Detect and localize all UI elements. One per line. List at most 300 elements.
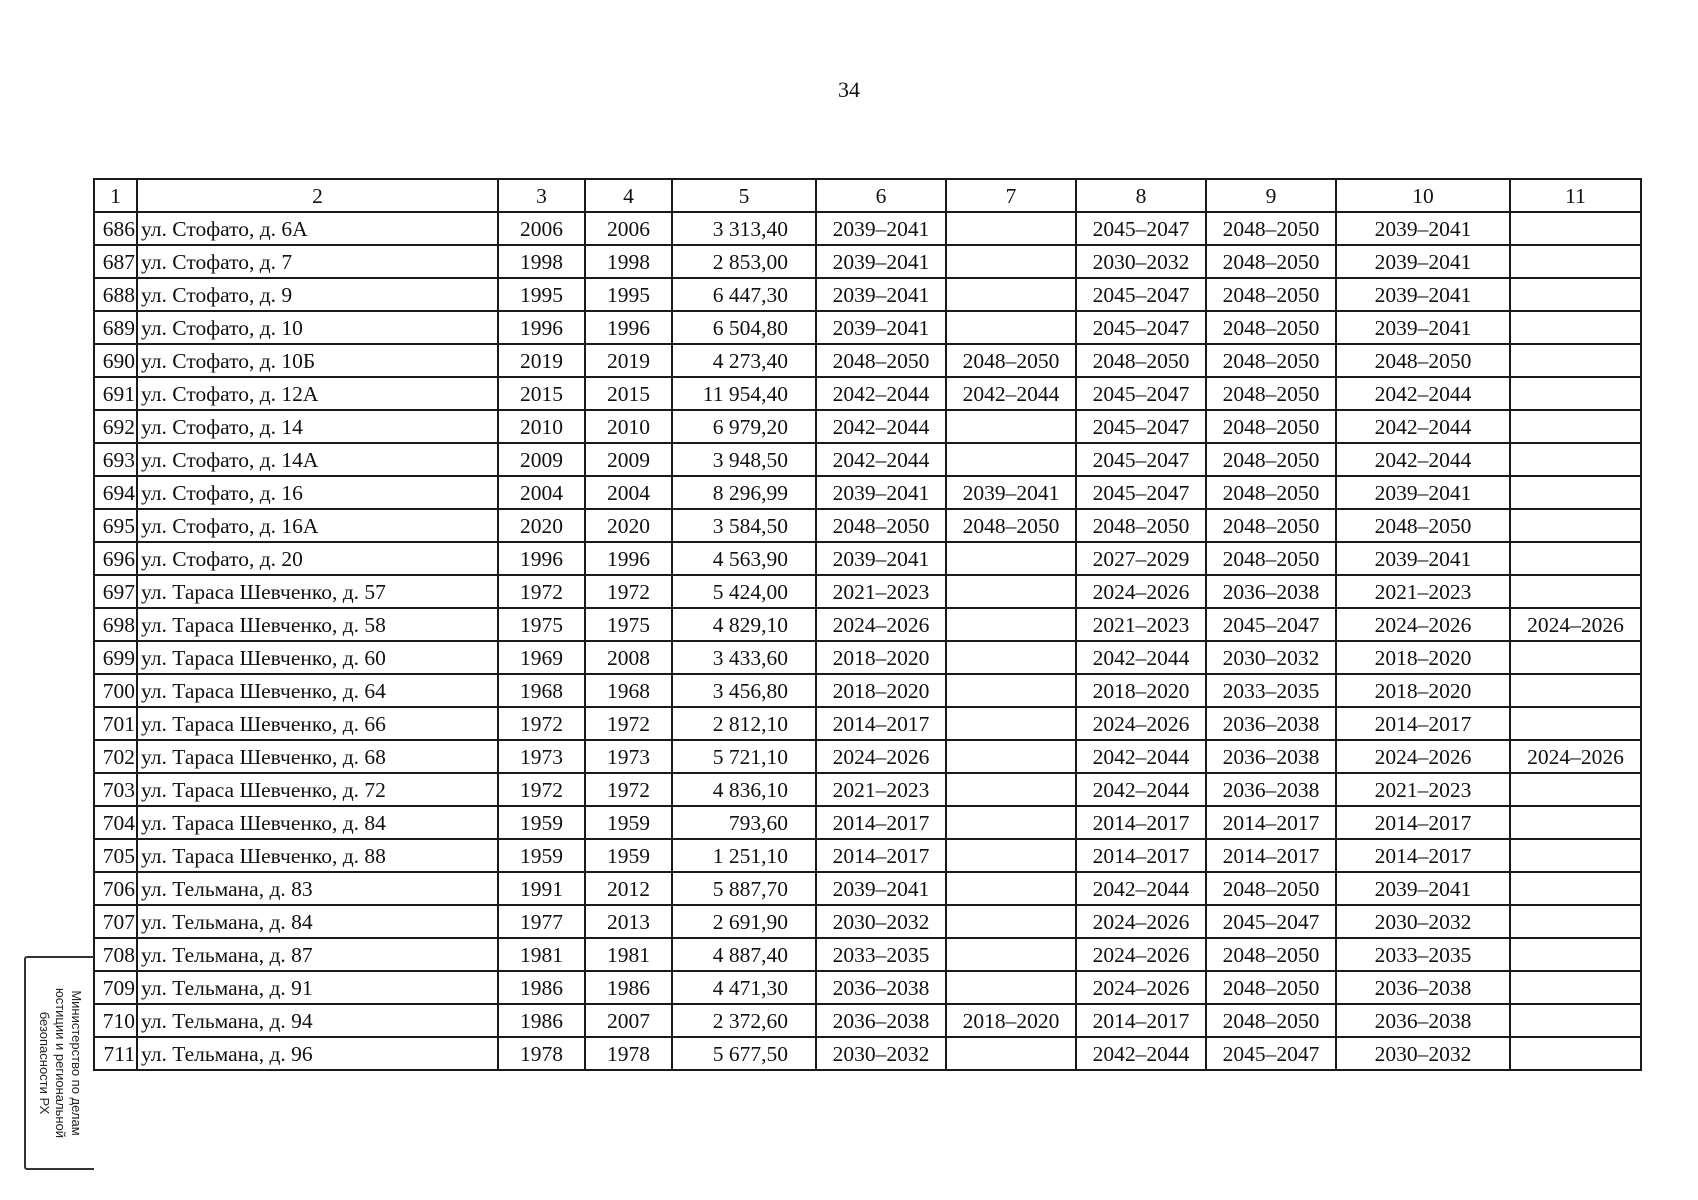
cell-total-area: 6 979,20 bbox=[672, 410, 816, 443]
cell-period-8: 2027–2029 bbox=[1076, 542, 1206, 575]
cell-year-built: 2010 bbox=[498, 410, 585, 443]
cell-address: ул. Стофато, д. 6А bbox=[137, 212, 498, 245]
cell-period-6: 2030–2032 bbox=[816, 905, 946, 938]
cell-period-6: 2039–2041 bbox=[816, 872, 946, 905]
cell-total-area: 2 691,90 bbox=[672, 905, 816, 938]
cell-period-9: 2048–2050 bbox=[1206, 245, 1336, 278]
cell-period-6: 2036–2038 bbox=[816, 1004, 946, 1037]
cell-row-number: 689 bbox=[94, 311, 137, 344]
cell-period-8: 2024–2026 bbox=[1076, 938, 1206, 971]
cell-year-commissioned: 1972 bbox=[585, 773, 672, 806]
cell-address: ул. Стофато, д. 9 bbox=[137, 278, 498, 311]
cell-period-11 bbox=[1510, 245, 1641, 278]
table-row bbox=[94, 509, 1641, 542]
table-row bbox=[94, 872, 1641, 905]
cell-total-area: 8 296,99 bbox=[672, 476, 816, 509]
stamp-text bbox=[36, 963, 84, 1163]
cell-period-9: 2048–2050 bbox=[1206, 278, 1336, 311]
cell-year-built: 2004 bbox=[498, 476, 585, 509]
cell-period-7: 2018–2020 bbox=[946, 1004, 1076, 1037]
cell-period-7 bbox=[946, 707, 1076, 740]
cell-row-number: 699 bbox=[94, 641, 137, 674]
cell-total-area: 4 563,90 bbox=[672, 542, 816, 575]
housing-register-table bbox=[93, 178, 1642, 1071]
cell-period-10: 2033–2035 bbox=[1336, 938, 1510, 971]
cell-year-commissioned: 2012 bbox=[585, 872, 672, 905]
table-row bbox=[94, 938, 1641, 971]
cell-period-10: 2030–2032 bbox=[1336, 905, 1510, 938]
cell-period-7 bbox=[946, 1037, 1076, 1070]
cell-year-built: 2015 bbox=[498, 377, 585, 410]
cell-total-area: 1 251,10 bbox=[672, 839, 816, 872]
cell-period-6: 2042–2044 bbox=[816, 443, 946, 476]
cell-total-area: 4 471,30 bbox=[672, 971, 816, 1004]
cell-period-6: 2014–2017 bbox=[816, 806, 946, 839]
cell-period-7 bbox=[946, 971, 1076, 1004]
registration-stamp bbox=[24, 956, 94, 1170]
cell-year-built: 1977 bbox=[498, 905, 585, 938]
cell-year-built: 1972 bbox=[498, 575, 585, 608]
table-row bbox=[94, 773, 1641, 806]
cell-period-6: 2033–2035 bbox=[816, 938, 946, 971]
cell-address: ул. Стофато, д. 14А bbox=[137, 443, 498, 476]
cell-period-8: 2042–2044 bbox=[1076, 740, 1206, 773]
cell-address: ул. Стофато, д. 10 bbox=[137, 311, 498, 344]
cell-period-9: 2036–2038 bbox=[1206, 740, 1336, 773]
cell-period-9: 2048–2050 bbox=[1206, 1004, 1336, 1037]
cell-address: ул. Тельмана, д. 84 bbox=[137, 905, 498, 938]
cell-period-11: 2024–2026 bbox=[1510, 740, 1641, 773]
cell-period-10: 2039–2041 bbox=[1336, 212, 1510, 245]
cell-period-10: 2039–2041 bbox=[1336, 278, 1510, 311]
cell-period-10: 2039–2041 bbox=[1336, 476, 1510, 509]
cell-period-11 bbox=[1510, 1037, 1641, 1070]
cell-year-built: 1981 bbox=[498, 938, 585, 971]
column-header-3: 3 bbox=[498, 179, 585, 212]
cell-period-8: 2042–2044 bbox=[1076, 641, 1206, 674]
cell-period-6: 2039–2041 bbox=[816, 245, 946, 278]
cell-year-commissioned: 2004 bbox=[585, 476, 672, 509]
cell-period-9: 2030–2032 bbox=[1206, 641, 1336, 674]
cell-period-10: 2048–2050 bbox=[1336, 344, 1510, 377]
cell-period-6: 2039–2041 bbox=[816, 476, 946, 509]
cell-year-commissioned: 2015 bbox=[585, 377, 672, 410]
cell-year-commissioned: 2007 bbox=[585, 1004, 672, 1037]
cell-year-built: 1986 bbox=[498, 1004, 585, 1037]
cell-period-11 bbox=[1510, 278, 1641, 311]
cell-period-7 bbox=[946, 278, 1076, 311]
cell-period-11 bbox=[1510, 476, 1641, 509]
cell-total-area: 2 812,10 bbox=[672, 707, 816, 740]
cell-period-6: 2048–2050 bbox=[816, 509, 946, 542]
cell-period-10: 2021–2023 bbox=[1336, 575, 1510, 608]
cell-total-area: 5 887,70 bbox=[672, 872, 816, 905]
cell-year-built: 1972 bbox=[498, 773, 585, 806]
cell-period-10: 2014–2017 bbox=[1336, 839, 1510, 872]
cell-period-6: 2021–2023 bbox=[816, 773, 946, 806]
cell-period-10: 2030–2032 bbox=[1336, 1037, 1510, 1070]
cell-period-10: 2048–2050 bbox=[1336, 509, 1510, 542]
cell-year-commissioned: 1996 bbox=[585, 542, 672, 575]
cell-period-11 bbox=[1510, 509, 1641, 542]
cell-period-9: 2033–2035 bbox=[1206, 674, 1336, 707]
cell-total-area: 4 836,10 bbox=[672, 773, 816, 806]
cell-row-number: 686 bbox=[94, 212, 137, 245]
cell-year-built: 2020 bbox=[498, 509, 585, 542]
cell-year-commissioned: 2010 bbox=[585, 410, 672, 443]
cell-period-7 bbox=[946, 839, 1076, 872]
cell-address: ул. Тельмана, д. 87 bbox=[137, 938, 498, 971]
cell-period-6: 2024–2026 bbox=[816, 740, 946, 773]
column-header-6: 6 bbox=[816, 179, 946, 212]
cell-row-number: 695 bbox=[94, 509, 137, 542]
cell-period-11 bbox=[1510, 443, 1641, 476]
cell-period-8: 2014–2017 bbox=[1076, 839, 1206, 872]
cell-row-number: 701 bbox=[94, 707, 137, 740]
cell-period-7 bbox=[946, 806, 1076, 839]
cell-period-11 bbox=[1510, 938, 1641, 971]
cell-period-7 bbox=[946, 542, 1076, 575]
cell-period-6: 2048–2050 bbox=[816, 344, 946, 377]
cell-total-area: 2 372,60 bbox=[672, 1004, 816, 1037]
cell-period-6: 2042–2044 bbox=[816, 377, 946, 410]
table-row bbox=[94, 839, 1641, 872]
cell-row-number: 692 bbox=[94, 410, 137, 443]
cell-address: ул. Тельмана, д. 94 bbox=[137, 1004, 498, 1037]
cell-period-7: 2042–2044 bbox=[946, 377, 1076, 410]
table-row bbox=[94, 476, 1641, 509]
cell-period-8: 2018–2020 bbox=[1076, 674, 1206, 707]
column-header-7: 7 bbox=[946, 179, 1076, 212]
column-header-9: 9 bbox=[1206, 179, 1336, 212]
cell-period-8: 2045–2047 bbox=[1076, 377, 1206, 410]
cell-row-number: 694 bbox=[94, 476, 137, 509]
cell-period-10: 2018–2020 bbox=[1336, 674, 1510, 707]
cell-year-commissioned: 2019 bbox=[585, 344, 672, 377]
cell-period-6: 2042–2044 bbox=[816, 410, 946, 443]
cell-year-built: 1995 bbox=[498, 278, 585, 311]
cell-period-8: 2030–2032 bbox=[1076, 245, 1206, 278]
cell-period-7 bbox=[946, 740, 1076, 773]
header-row bbox=[94, 179, 1641, 212]
cell-period-8: 2042–2044 bbox=[1076, 1037, 1206, 1070]
cell-period-8: 2045–2047 bbox=[1076, 311, 1206, 344]
table-body bbox=[94, 212, 1641, 1070]
cell-year-commissioned: 1973 bbox=[585, 740, 672, 773]
cell-period-6: 2021–2023 bbox=[816, 575, 946, 608]
cell-period-11 bbox=[1510, 707, 1641, 740]
cell-period-11 bbox=[1510, 410, 1641, 443]
cell-row-number: 688 bbox=[94, 278, 137, 311]
cell-period-11 bbox=[1510, 905, 1641, 938]
cell-total-area: 5 721,10 bbox=[672, 740, 816, 773]
cell-period-7 bbox=[946, 311, 1076, 344]
cell-period-10: 2014–2017 bbox=[1336, 707, 1510, 740]
cell-period-9: 2045–2047 bbox=[1206, 905, 1336, 938]
cell-total-area: 3 433,60 bbox=[672, 641, 816, 674]
cell-row-number: 703 bbox=[94, 773, 137, 806]
cell-period-9: 2048–2050 bbox=[1206, 542, 1336, 575]
cell-row-number: 709 bbox=[94, 971, 137, 1004]
cell-year-commissioned: 2013 bbox=[585, 905, 672, 938]
stamp-line: безопасности РХ bbox=[37, 1011, 52, 1115]
cell-period-10: 2039–2041 bbox=[1336, 311, 1510, 344]
table-row bbox=[94, 212, 1641, 245]
cell-total-area: 6 447,30 bbox=[672, 278, 816, 311]
cell-total-area: 3 313,40 bbox=[672, 212, 816, 245]
cell-period-11 bbox=[1510, 641, 1641, 674]
cell-period-7 bbox=[946, 410, 1076, 443]
cell-total-area: 3 584,50 bbox=[672, 509, 816, 542]
cell-period-11 bbox=[1510, 839, 1641, 872]
cell-period-11: 2024–2026 bbox=[1510, 608, 1641, 641]
cell-total-area: 4 887,40 bbox=[672, 938, 816, 971]
cell-year-built: 1996 bbox=[498, 311, 585, 344]
cell-address: ул. Тараса Шевченко, д. 60 bbox=[137, 641, 498, 674]
cell-year-built: 1991 bbox=[498, 872, 585, 905]
cell-year-built: 1968 bbox=[498, 674, 585, 707]
cell-period-11 bbox=[1510, 872, 1641, 905]
cell-period-8: 2021–2023 bbox=[1076, 608, 1206, 641]
cell-period-9: 2048–2050 bbox=[1206, 938, 1336, 971]
cell-period-10: 2018–2020 bbox=[1336, 641, 1510, 674]
cell-row-number: 700 bbox=[94, 674, 137, 707]
cell-period-11 bbox=[1510, 674, 1641, 707]
table-row bbox=[94, 608, 1641, 641]
cell-period-9: 2048–2050 bbox=[1206, 212, 1336, 245]
cell-total-area: 3 456,80 bbox=[672, 674, 816, 707]
cell-year-commissioned: 1981 bbox=[585, 938, 672, 971]
cell-period-11 bbox=[1510, 1004, 1641, 1037]
cell-period-8: 2045–2047 bbox=[1076, 212, 1206, 245]
cell-total-area: 5 677,50 bbox=[672, 1037, 816, 1070]
cell-period-9: 2048–2050 bbox=[1206, 971, 1336, 1004]
table-row bbox=[94, 740, 1641, 773]
cell-period-7 bbox=[946, 212, 1076, 245]
cell-period-6: 2014–2017 bbox=[816, 707, 946, 740]
cell-row-number: 707 bbox=[94, 905, 137, 938]
column-header-5: 5 bbox=[672, 179, 816, 212]
cell-address: ул. Стофато, д. 16А bbox=[137, 509, 498, 542]
cell-year-commissioned: 2008 bbox=[585, 641, 672, 674]
cell-period-9: 2045–2047 bbox=[1206, 1037, 1336, 1070]
cell-period-9: 2048–2050 bbox=[1206, 443, 1336, 476]
table-row bbox=[94, 806, 1641, 839]
cell-address: ул. Стофато, д. 7 bbox=[137, 245, 498, 278]
cell-row-number: 687 bbox=[94, 245, 137, 278]
column-header-8: 8 bbox=[1076, 179, 1206, 212]
cell-year-commissioned: 1968 bbox=[585, 674, 672, 707]
cell-period-9: 2014–2017 bbox=[1206, 806, 1336, 839]
cell-year-commissioned: 1996 bbox=[585, 311, 672, 344]
cell-year-commissioned: 1998 bbox=[585, 245, 672, 278]
cell-row-number: 702 bbox=[94, 740, 137, 773]
table-row bbox=[94, 410, 1641, 443]
cell-period-7 bbox=[946, 575, 1076, 608]
cell-period-8: 2014–2017 bbox=[1076, 1004, 1206, 1037]
cell-period-10: 2039–2041 bbox=[1336, 872, 1510, 905]
cell-period-8: 2042–2044 bbox=[1076, 872, 1206, 905]
cell-address: ул. Стофато, д. 20 bbox=[137, 542, 498, 575]
cell-period-10: 2021–2023 bbox=[1336, 773, 1510, 806]
cell-period-6: 2039–2041 bbox=[816, 278, 946, 311]
cell-period-6: 2018–2020 bbox=[816, 674, 946, 707]
cell-period-11 bbox=[1510, 575, 1641, 608]
cell-year-built: 1972 bbox=[498, 707, 585, 740]
cell-period-7 bbox=[946, 608, 1076, 641]
table-row bbox=[94, 971, 1641, 1004]
cell-year-commissioned: 1975 bbox=[585, 608, 672, 641]
cell-period-8: 2048–2050 bbox=[1076, 344, 1206, 377]
cell-period-6: 2039–2041 bbox=[816, 542, 946, 575]
cell-period-10: 2039–2041 bbox=[1336, 245, 1510, 278]
cell-year-built: 1973 bbox=[498, 740, 585, 773]
cell-period-10: 2036–2038 bbox=[1336, 971, 1510, 1004]
cell-period-9: 2048–2050 bbox=[1206, 872, 1336, 905]
cell-year-built: 2006 bbox=[498, 212, 585, 245]
cell-period-7: 2048–2050 bbox=[946, 344, 1076, 377]
cell-period-10: 2014–2017 bbox=[1336, 806, 1510, 839]
cell-total-area: 793,60 bbox=[672, 806, 816, 839]
cell-period-11 bbox=[1510, 542, 1641, 575]
cell-address: ул. Стофато, д. 16 bbox=[137, 476, 498, 509]
cell-year-commissioned: 1995 bbox=[585, 278, 672, 311]
cell-address: ул. Стофато, д. 14 bbox=[137, 410, 498, 443]
cell-year-commissioned: 2006 bbox=[585, 212, 672, 245]
cell-period-6: 2036–2038 bbox=[816, 971, 946, 1004]
cell-period-8: 2024–2026 bbox=[1076, 707, 1206, 740]
cell-year-commissioned: 1972 bbox=[585, 707, 672, 740]
cell-total-area: 6 504,80 bbox=[672, 311, 816, 344]
cell-period-9: 2048–2050 bbox=[1206, 311, 1336, 344]
cell-year-commissioned: 1978 bbox=[585, 1037, 672, 1070]
table-row bbox=[94, 1037, 1641, 1070]
column-header-4: 4 bbox=[585, 179, 672, 212]
cell-period-9: 2036–2038 bbox=[1206, 773, 1336, 806]
cell-period-7 bbox=[946, 872, 1076, 905]
cell-year-commissioned: 1986 bbox=[585, 971, 672, 1004]
cell-period-11 bbox=[1510, 377, 1641, 410]
cell-period-7 bbox=[946, 443, 1076, 476]
stamp-line: Министерство по делам bbox=[69, 990, 84, 1136]
cell-period-6: 2039–2041 bbox=[816, 311, 946, 344]
cell-period-8: 2042–2044 bbox=[1076, 773, 1206, 806]
cell-period-6: 2030–2032 bbox=[816, 1037, 946, 1070]
cell-period-7 bbox=[946, 245, 1076, 278]
cell-period-10: 2042–2044 bbox=[1336, 377, 1510, 410]
cell-year-commissioned: 1959 bbox=[585, 839, 672, 872]
cell-address: ул. Тараса Шевченко, д. 58 bbox=[137, 608, 498, 641]
cell-period-6: 2018–2020 bbox=[816, 641, 946, 674]
cell-year-built: 2019 bbox=[498, 344, 585, 377]
cell-period-8: 2024–2026 bbox=[1076, 971, 1206, 1004]
cell-row-number: 693 bbox=[94, 443, 137, 476]
cell-period-7 bbox=[946, 905, 1076, 938]
cell-year-built: 1986 bbox=[498, 971, 585, 1004]
cell-period-10: 2036–2038 bbox=[1336, 1004, 1510, 1037]
cell-address: ул. Тельмана, д. 83 bbox=[137, 872, 498, 905]
column-header-1: 1 bbox=[94, 179, 137, 212]
cell-total-area: 4 829,10 bbox=[672, 608, 816, 641]
cell-period-6: 2014–2017 bbox=[816, 839, 946, 872]
cell-address: ул. Стофато, д. 12А bbox=[137, 377, 498, 410]
cell-period-8: 2024–2026 bbox=[1076, 905, 1206, 938]
cell-address: ул. Тараса Шевченко, д. 72 bbox=[137, 773, 498, 806]
cell-period-6: 2039–2041 bbox=[816, 212, 946, 245]
cell-address: ул. Тельмана, д. 96 bbox=[137, 1037, 498, 1070]
cell-period-10: 2042–2044 bbox=[1336, 410, 1510, 443]
cell-address: ул. Тараса Шевченко, д. 66 bbox=[137, 707, 498, 740]
table-row bbox=[94, 707, 1641, 740]
cell-period-8: 2045–2047 bbox=[1076, 410, 1206, 443]
table-row bbox=[94, 1004, 1641, 1037]
table-row bbox=[94, 674, 1641, 707]
cell-period-9: 2045–2047 bbox=[1206, 608, 1336, 641]
cell-address: ул. Тараса Шевченко, д. 84 bbox=[137, 806, 498, 839]
table-row bbox=[94, 542, 1641, 575]
cell-period-9: 2048–2050 bbox=[1206, 410, 1336, 443]
cell-period-7 bbox=[946, 938, 1076, 971]
cell-period-8: 2045–2047 bbox=[1076, 278, 1206, 311]
cell-period-9: 2048–2050 bbox=[1206, 344, 1336, 377]
cell-address: ул. Тараса Шевченко, д. 64 bbox=[137, 674, 498, 707]
table-header bbox=[94, 179, 1641, 212]
column-header-11: 11 bbox=[1510, 179, 1641, 212]
cell-year-built: 1959 bbox=[498, 806, 585, 839]
cell-year-commissioned: 2020 bbox=[585, 509, 672, 542]
cell-row-number: 706 bbox=[94, 872, 137, 905]
page-number: 34 bbox=[838, 77, 860, 102]
table-row bbox=[94, 278, 1641, 311]
cell-row-number: 690 bbox=[94, 344, 137, 377]
cell-row-number: 711 bbox=[94, 1037, 137, 1070]
cell-period-7 bbox=[946, 674, 1076, 707]
column-header-2: 2 bbox=[137, 179, 498, 212]
cell-year-commissioned: 1972 bbox=[585, 575, 672, 608]
cell-period-8: 2014–2017 bbox=[1076, 806, 1206, 839]
cell-period-9: 2048–2050 bbox=[1206, 476, 1336, 509]
cell-period-9: 2014–2017 bbox=[1206, 839, 1336, 872]
cell-year-commissioned: 2009 bbox=[585, 443, 672, 476]
cell-total-area: 4 273,40 bbox=[672, 344, 816, 377]
cell-address: ул. Тельмана, д. 91 bbox=[137, 971, 498, 1004]
cell-year-built: 1969 bbox=[498, 641, 585, 674]
cell-period-8: 2045–2047 bbox=[1076, 476, 1206, 509]
cell-period-7: 2048–2050 bbox=[946, 509, 1076, 542]
table-row bbox=[94, 344, 1641, 377]
cell-period-10: 2024–2026 bbox=[1336, 740, 1510, 773]
cell-period-11 bbox=[1510, 971, 1641, 1004]
cell-total-area: 2 853,00 bbox=[672, 245, 816, 278]
table-row bbox=[94, 377, 1641, 410]
cell-address: ул. Тараса Шевченко, д. 88 bbox=[137, 839, 498, 872]
cell-total-area: 3 948,50 bbox=[672, 443, 816, 476]
table-row bbox=[94, 905, 1641, 938]
cell-period-9: 2048–2050 bbox=[1206, 509, 1336, 542]
cell-row-number: 708 bbox=[94, 938, 137, 971]
cell-period-11 bbox=[1510, 311, 1641, 344]
cell-period-8: 2045–2047 bbox=[1076, 443, 1206, 476]
cell-period-8: 2048–2050 bbox=[1076, 509, 1206, 542]
cell-period-7 bbox=[946, 641, 1076, 674]
cell-year-built: 1959 bbox=[498, 839, 585, 872]
cell-year-built: 1978 bbox=[498, 1037, 585, 1070]
cell-address: ул. Стофато, д. 10Б bbox=[137, 344, 498, 377]
stamp-line: юстиции и региональной bbox=[53, 987, 68, 1139]
cell-period-8: 2024–2026 bbox=[1076, 575, 1206, 608]
cell-year-built: 1975 bbox=[498, 608, 585, 641]
cell-period-10: 2042–2044 bbox=[1336, 443, 1510, 476]
